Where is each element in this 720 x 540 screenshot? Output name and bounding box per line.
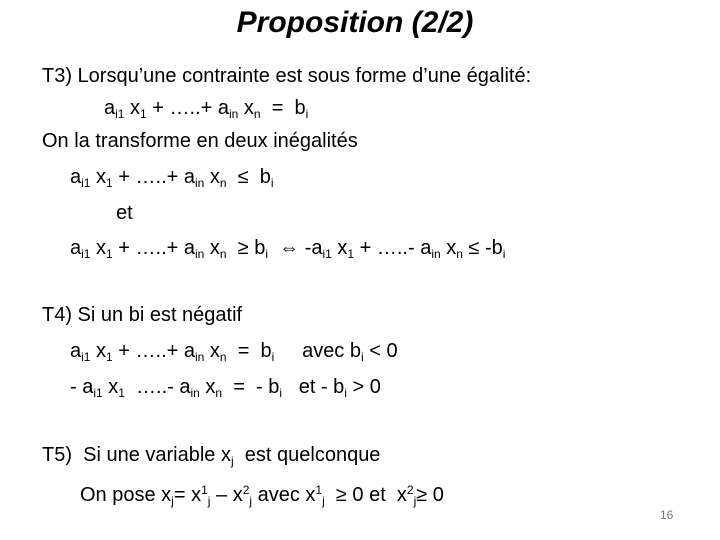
- t4-equation-1: $a_{i1}$ $x_1$ + …..+ $a_{in}$ $x_n = b_i$ avec $b_i < 0$: [70, 340, 398, 364]
- slide-title: Proposition (2/2): [236, 6, 474, 39]
- page-number: 16: [660, 508, 674, 522]
- t4-heading: T4) Si un bi est négatif: [42, 304, 243, 326]
- t5-substitution: On pose $x_j= x^1_j - x^2_j$ avec $x^1_j \ge 0$ et $x^2_j\ge 0$: [80, 483, 444, 508]
- t4-equation-2: - $a_{i1}$ $x_1$ …..- $a_{in}$ $x_n$ = - $b_i$ et - $b_i > 0$: [70, 376, 381, 400]
- t3-heading: T3) Lorsqu’une contrainte est sous forme d’une égalité:: [42, 65, 532, 87]
- t5-heading: T5) Si une variable $x_j$ est quelconque: [42, 444, 381, 468]
- t3-transform-text: On la transforme en deux inégalités: [42, 130, 358, 152]
- t3-inequality-le: $a_{i1}$ $x_1$ + …..+ $a_{in}$ $x_n \le b_i$: [70, 166, 274, 190]
- t3-inequality-ge: $a_{i1}$ $x_1$ + …..+ $a_{in}$ $x_n \ge b_i$ ⇔ $-a_{i1}$ $x_1$ + …..- $a_{in}$ $x_n \le -b_i$: [70, 237, 506, 261]
- t3-equality: $a_{i1}$ $x_1$ + …..+ $a_{in}$ $x_n = b_i$: [104, 97, 309, 121]
- t3-connector: et: [116, 202, 133, 224]
